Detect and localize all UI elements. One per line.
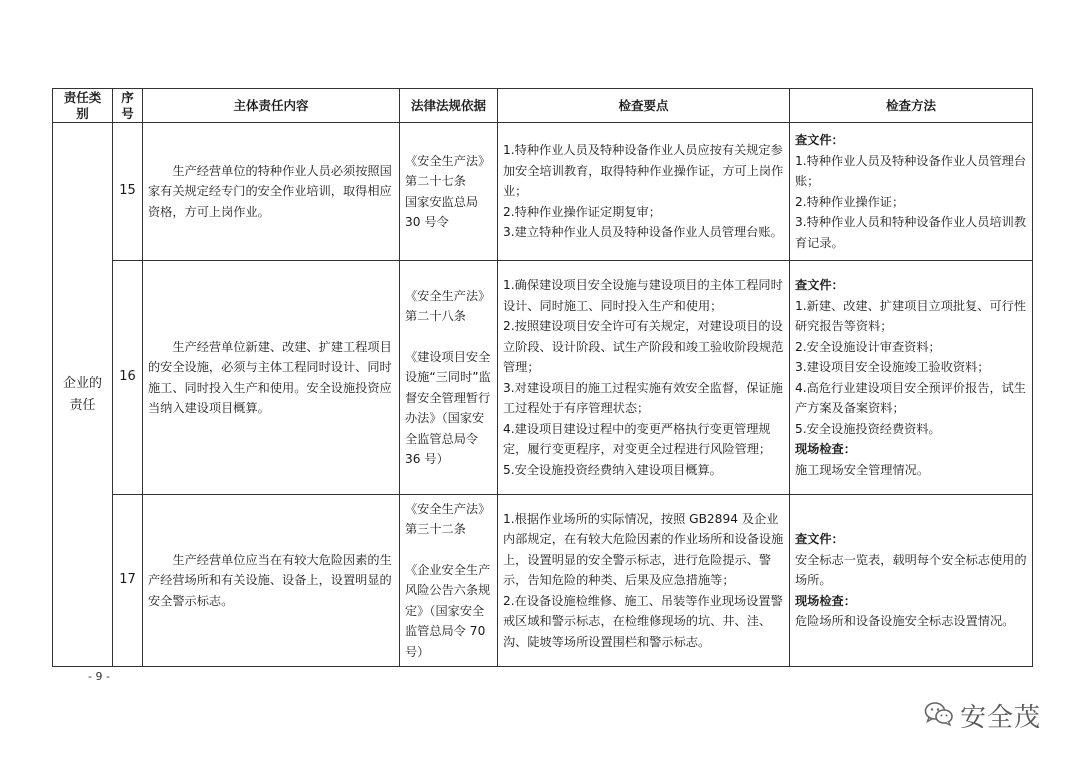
page-number: - 9 - <box>88 670 110 683</box>
header-no: 序号 <box>113 89 143 123</box>
header-points: 检查要点 <box>498 89 790 123</box>
responsibility-content: 生产经营单位新建、改建、扩建工程项目的安全设施，必须与主体工程同时设计、同时施工、同时投入生产和使用。安全设施投资应当纳入建设项目概算。 <box>143 261 400 495</box>
header-method: 检查方法 <box>790 89 1033 123</box>
check-points: 1.根据作业场所的实际情况，按照 GB2894 及企业内部规定，在有较大危险因素的作业场所和设备设施上，设置明显的安全警示标志，进行危险提示、警示，告知危险的种类、后果及应急措施等； 2.在设备设施检维修、施工、吊装等作业现场设置警戒区域和警示标志，在检维修现场的坑、井、洼、沟、陡坡等场所设置围栏和警示标志。 <box>498 495 790 667</box>
law-basis: 《安全生产法》 第二十七条 国家安监总局 30 号令 <box>400 123 498 261</box>
responsibility-content: 生产经营单位应当在有较大危险因素的生产经营场所和有关设施、设备上，设置明显的安全警示标志。 <box>143 495 400 667</box>
table-header-row <box>53 89 1033 123</box>
law-basis: 《安全生产法》 第二十八条 《建设项目安全设施“三同时”监督安全管理暂行办法》（国家安全监管总局令 36 号） <box>400 261 498 495</box>
row-number: 16 <box>113 261 143 495</box>
watermark <box>924 697 1041 734</box>
check-method: 查文件： 1.特种作业人员及特种设备作业人员管理台账； 2.特种作业操作证； 3.特种作业人员和特种设备作业人员培训教育记录。 <box>790 123 1033 261</box>
check-points: 1.确保建设项目安全设施与建设项目的主体工程同时设计、同时施工、同时投入生产和使用； 2.按照建设项目安全许可有关规定，对建设项目的设立阶段、设计阶段、试生产阶段和竣工验收阶段规范管理； 3.对建设项目的施工过程实施有效安全监督，保证施工过程处于有序管理状态； 4.建设项目建设过程中的变更严格执行变更管理规定，履行变更程序，对变更全过程进行风险管理； 5.安全设施投资经费纳入建设项目概算。 <box>498 261 790 495</box>
row-number: 17 <box>113 495 143 667</box>
watermark-text: 安全茂 <box>960 703 1042 733</box>
responsibility-content: 生产经营单位的特种作业人员必须按照国家有关规定经专门的安全作业培训，取得相应资格，方可上岗作业。 <box>143 123 400 261</box>
table-row <box>53 123 1033 261</box>
table-row <box>53 495 1033 667</box>
check-method: 查文件： 1.新建、改建、扩建项目立项批复、可行性研究报告等资料； 2.安全设施设计审查资料； 3.建设项目安全设施竣工验收资料； 4.高危行业建设项目安全预评价报告，试生产方案及备案资料； 5.安全设施投资经费资料。 现场检查： 施工现场安全管理情况。 <box>790 261 1033 495</box>
header-content: 主体责任内容 <box>143 89 400 123</box>
table-row <box>53 261 1033 495</box>
check-method: 查文件： 安全标志一览表，载明每个安全标志使用的场所。 现场检查： 危险场所和设备设施安全标志设置情况。 <box>790 495 1033 667</box>
row-number: 15 <box>113 123 143 261</box>
category-cell: 企业的责任 <box>53 123 113 667</box>
header-category: 责任类别 <box>53 89 113 123</box>
responsibility-table <box>52 88 1033 667</box>
law-basis: 《安全生产法》 第三十二条 《企业安全生产风险公告六条规定》（国家安全监管总局令 70 号） <box>400 495 498 667</box>
wechat-icon <box>924 701 954 731</box>
check-points: 1.特种作业人员及特种设备作业人员应按有关规定参加安全培训教育，取得特种作业操作证，方可上岗作业； 2.特种作业操作证定期复审； 3.建立特种作业人员及特种设备作业人员管理台账。 <box>498 123 790 261</box>
header-law: 法律法规依据 <box>400 89 498 123</box>
